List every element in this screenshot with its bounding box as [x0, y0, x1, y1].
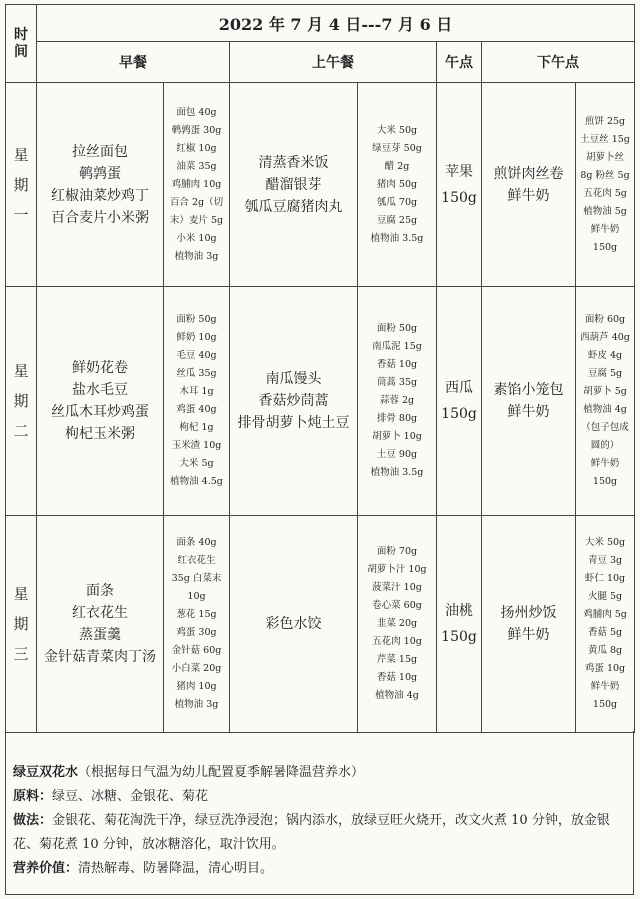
- breakfast-ingredients: [164, 287, 230, 516]
- recipe-ingredients: 绿豆、冰糖、金银花、菊花: [52, 789, 209, 804]
- dish-name: 煎饼肉丝卷: [493, 165, 564, 182]
- ingredient: 面粉 60g: [584, 314, 626, 325]
- dish-name: 南瓜馒头: [265, 371, 322, 387]
- method-label: 做法：: [13, 813, 53, 828]
- ingredient: 火腿 5g: [587, 591, 623, 602]
- ingredient: 鲜牛奶: [590, 458, 620, 469]
- afternoon-ingredients: [576, 516, 635, 733]
- ingredient: 面粉 50g: [176, 314, 217, 325]
- recipe-method-line: [13, 809, 628, 857]
- dish-name: 蒸蛋羹: [79, 627, 121, 643]
- ingredient: 猪肉 50g: [376, 178, 418, 190]
- recipe-notes-text: [13, 761, 628, 881]
- ingredient: 大米 5g: [179, 458, 214, 469]
- time-header: [6, 5, 37, 83]
- dish-name: 醋溜银芽: [265, 176, 322, 193]
- noon-fruit: [437, 516, 482, 733]
- time-label: 时 间: [14, 26, 28, 60]
- dish-name: 红衣花生: [72, 605, 128, 621]
- ingredient: 芹菜 15g: [376, 654, 418, 665]
- ingredient: 大米 50g: [584, 537, 626, 548]
- ingredient: 8g 粉丝 5g: [580, 169, 630, 181]
- ingredient: 红衣花生: [177, 555, 216, 566]
- ingredient: 面条 40g: [176, 537, 217, 548]
- breakfast-dishes: [37, 516, 164, 733]
- noon-snack-header: 午点: [437, 42, 482, 83]
- recipe-method: 金银花、菊花淘洗干净，绿豆洗净浸泡；锅内添水，放绿豆旺火烧开，改文火煮 10 分钟，放金银花、菊花煮 10 分钟，放冰糖溶化，取汁饮用。: [13, 813, 610, 852]
- ingredient: 香菇 5g: [587, 627, 623, 638]
- afternoon-dishes: [482, 287, 576, 516]
- day-label-text: 星 期 一: [13, 145, 29, 224]
- ingredient: 胡萝卜 5g: [583, 386, 627, 397]
- day-row-wednesday: [6, 516, 635, 733]
- dish-name: 枸杞玉米粥: [65, 426, 135, 442]
- ingredient: 五花肉 5g: [583, 187, 627, 199]
- ingredient: 木耳 1g: [179, 386, 214, 397]
- ingredient: 排骨 80g: [376, 413, 418, 424]
- recipe-ingredients-line: [13, 785, 628, 809]
- breakfast-header: 早餐: [37, 42, 230, 83]
- dish-name: 瓠瓜豆腐猪肉丸: [244, 198, 343, 215]
- ingredient: 百合 2g（切: [169, 196, 224, 208]
- ingredient: 植物油 3.5g: [370, 232, 424, 244]
- ingredient: 丝瓜 35g: [176, 368, 217, 379]
- ingredient: 植物油 5g: [583, 205, 627, 217]
- morning-ingredients: [358, 287, 437, 516]
- ingredient: 黄瓜 8g: [587, 645, 623, 656]
- ingredient: 面粉 70g: [376, 546, 418, 557]
- dish-name: 清蒸香米饭: [258, 154, 329, 171]
- ingredient: 油菜 35g: [176, 160, 217, 172]
- fruit-item: 150g: [441, 629, 477, 645]
- ingredient: 植物油 4g: [583, 404, 627, 415]
- fruit-item: 西瓜: [445, 380, 473, 396]
- afternoon-dishes: [482, 83, 576, 287]
- morning-dishes: [230, 287, 358, 516]
- ingredient: 植物油 3.5g: [370, 467, 424, 478]
- ingredient: 五花肉 10g: [372, 636, 422, 647]
- ingredient: 西葫芦 40g: [580, 332, 630, 343]
- ingredient: 韭菜 20g: [376, 618, 418, 629]
- morning-ingredients: [358, 83, 437, 287]
- ingredient: 面粉 50g: [376, 323, 418, 334]
- ingredient: 鸡蛋 30g: [176, 627, 217, 638]
- recipe-notes: [5, 731, 634, 895]
- ingredient: 鸡脯肉 10g: [171, 178, 222, 190]
- recipe-title: 绿豆双花水: [13, 765, 79, 780]
- dish-name: 丝瓜木耳炒鸡蛋: [51, 404, 149, 420]
- ingredient: 红椒 10g: [176, 142, 217, 154]
- dish-name: 金针菇青菜肉丁汤: [44, 649, 156, 665]
- recipe-title-note: （根据每日气温为幼儿配置夏季解暑降温营养水）: [78, 765, 365, 780]
- dish-name: 鲜牛奶: [507, 627, 550, 643]
- breakfast-ingredients: [164, 83, 230, 287]
- day-label: [6, 83, 37, 287]
- ingredient: 豆腐 25g: [376, 214, 418, 226]
- ingredient: 葱花 15g: [176, 609, 217, 620]
- ingredient: 虾皮 4g: [587, 350, 623, 361]
- dish-name: 扬州炒饭: [500, 605, 557, 621]
- ingredient: 蒜蓉 2g: [379, 395, 415, 406]
- value-label: 营养价值：: [13, 861, 79, 876]
- dish-name: 鹌鹑蛋: [79, 165, 121, 182]
- ingredient: 鸡蛋 10g: [584, 663, 626, 674]
- dish-name: 面条: [86, 583, 114, 599]
- afternoon-snack-header: 下午点: [482, 42, 635, 83]
- ingredient: 豆腐 5g: [587, 368, 623, 379]
- ingredients-label: 原料：: [13, 789, 53, 804]
- ingredient: 青豆 3g: [587, 555, 623, 566]
- recipe-title-line: [13, 761, 628, 785]
- fruit-item: 苹果: [445, 163, 473, 180]
- dish-name: 鲜牛奶: [507, 404, 550, 420]
- morning-meal-header: 上午餐: [230, 42, 437, 83]
- day-label-text: 星 期 二: [13, 362, 29, 440]
- ingredient: 南瓜泥 15g: [372, 341, 422, 352]
- ingredient: 小米 10g: [176, 232, 217, 244]
- ingredient: 150g: [592, 699, 618, 710]
- breakfast-dishes: [37, 83, 164, 287]
- dish-name: 盐水毛豆: [72, 382, 128, 398]
- fruit-item: 油桃: [445, 603, 473, 619]
- ingredient: 圆的）: [590, 440, 620, 451]
- day-label: [6, 287, 37, 516]
- ingredient: 猪肉 10g: [176, 681, 217, 692]
- ingredient: 末）麦片 5g: [169, 214, 224, 226]
- day-label-text: 星 期 三: [13, 585, 29, 663]
- fruit-item: 150g: [441, 406, 477, 422]
- dish-name: 拉丝面包: [72, 143, 128, 160]
- noon-fruit: [437, 287, 482, 516]
- ingredient: 鲜奶 10g: [176, 332, 217, 343]
- ingredient: 煎饼 25g: [584, 115, 626, 127]
- morning-ingredients: [358, 516, 437, 733]
- fruit-item: 150g: [441, 189, 477, 206]
- ingredient: 鹌鹑蛋 30g: [171, 124, 222, 136]
- ingredient: 150g: [592, 241, 618, 253]
- dish-name: 红椒油菜炒鸡丁: [51, 187, 149, 204]
- ingredient: 香菇 10g: [376, 359, 418, 370]
- recipe-value: 清热解毒、防暑降温，清心明目。: [78, 861, 274, 876]
- ingredient: 虾仁 10g: [584, 573, 626, 584]
- ingredient: 菠菜汁 10g: [372, 582, 422, 593]
- ingredient: 植物油 3g: [174, 699, 219, 710]
- ingredient: 植物油 3g: [174, 250, 219, 262]
- dish-name: 素馅小笼包: [493, 382, 564, 398]
- day-row-monday: [6, 83, 635, 287]
- dish-name: 排骨胡萝卜炖土豆: [237, 415, 350, 431]
- dish-name: 鲜奶花卷: [72, 360, 128, 376]
- ingredient: 鸡脯肉 5g: [583, 609, 627, 620]
- dish-name: 百合麦片小米粥: [51, 209, 149, 226]
- ingredient: 面包 40g: [176, 106, 217, 118]
- morning-dishes: [230, 516, 358, 733]
- ingredient: 35g 白菜末: [171, 573, 222, 584]
- ingredient: 香菇 10g: [376, 672, 418, 683]
- breakfast-dishes: [37, 287, 164, 516]
- ingredient: 毛豆 40g: [176, 350, 217, 361]
- recipe-value-line: [13, 857, 628, 881]
- ingredient: （包子包成: [581, 422, 629, 433]
- ingredient: 醋 2g: [384, 160, 410, 172]
- afternoon-dishes: [482, 516, 576, 733]
- ingredient: 金针菇 60g: [171, 645, 222, 656]
- ingredient: 土豆丝 15g: [580, 133, 630, 145]
- day-label: [6, 516, 37, 733]
- ingredient: 瓠瓜 70g: [376, 196, 418, 208]
- ingredient: 绿豆芽 50g: [372, 142, 422, 154]
- dish-name: 彩色水饺: [265, 616, 322, 632]
- ingredient: 土豆 90g: [376, 449, 418, 460]
- afternoon-ingredients: [576, 287, 635, 516]
- ingredient: 玉米渣 10g: [171, 440, 222, 451]
- breakfast-ingredients: [164, 516, 230, 733]
- dish-name: 香菇炒茼蒿: [258, 393, 329, 409]
- morning-dishes: [230, 83, 358, 287]
- ingredient: 植物油 4.5g: [170, 476, 223, 487]
- ingredient: 胡萝卜丝: [586, 151, 625, 163]
- ingredient: 鸡蛋 40g: [176, 404, 217, 415]
- ingredient: 鲜牛奶: [590, 223, 620, 235]
- noon-fruit: [437, 83, 482, 287]
- menu-table: [5, 4, 635, 733]
- ingredient: 胡萝卜汁 10g: [367, 564, 427, 575]
- ingredient: 茼蒿 35g: [376, 377, 418, 388]
- ingredient: 小白菜 20g: [171, 663, 222, 674]
- ingredient: 卷心菜 60g: [372, 600, 422, 611]
- ingredient: 枸杞 1g: [179, 422, 214, 433]
- date-range-title: 2022 年 7 月 4 日---7 月 6 日: [37, 5, 635, 42]
- ingredient: 大米 50g: [376, 124, 418, 136]
- ingredient: 胡萝卜 10g: [372, 431, 422, 442]
- day-row-tuesday: [6, 287, 635, 516]
- ingredient: 150g: [592, 476, 618, 487]
- ingredient: 鲜牛奶: [590, 681, 620, 692]
- dish-name: 鲜牛奶: [507, 187, 550, 204]
- ingredient: 10g: [187, 591, 206, 602]
- afternoon-ingredients: [576, 83, 635, 287]
- ingredient: 植物油 4g: [375, 690, 419, 701]
